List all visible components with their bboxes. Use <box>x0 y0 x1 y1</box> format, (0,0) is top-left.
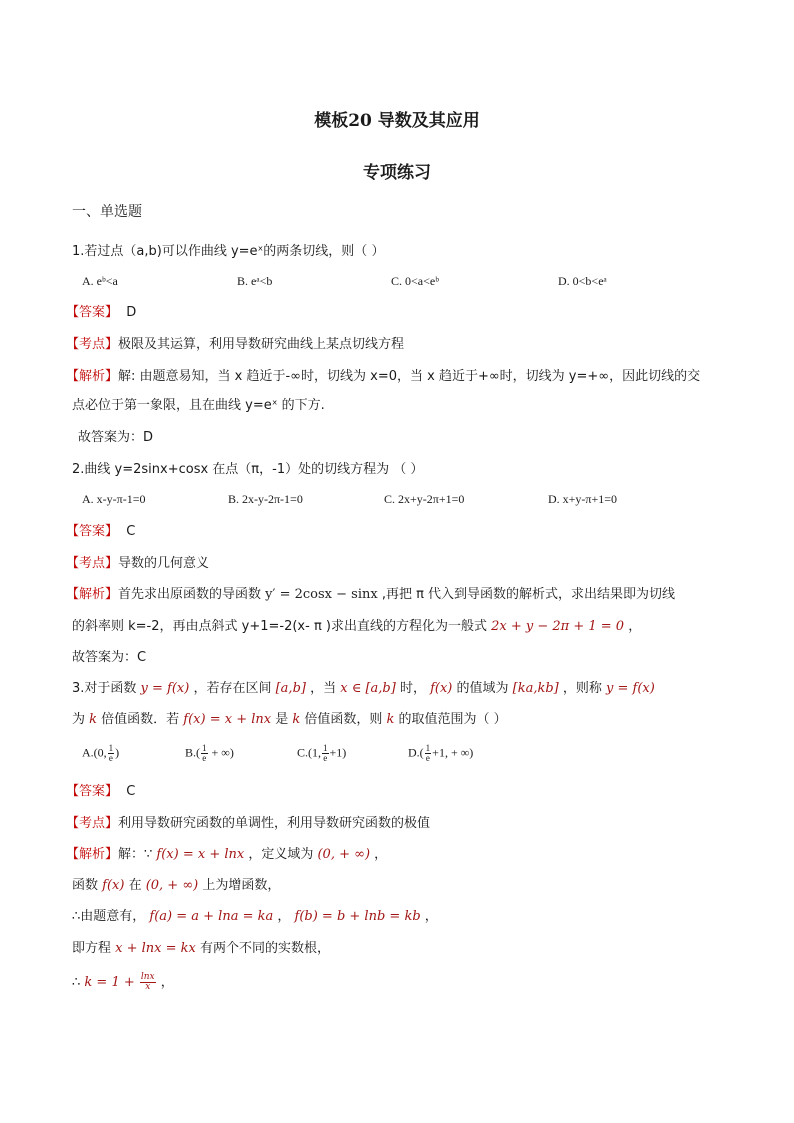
q3-math: k <box>292 712 301 727</box>
q1-option-b: B. eᵃ<b <box>237 274 273 288</box>
q3-math: k <box>386 712 395 727</box>
frac-num: 1 <box>108 743 114 753</box>
q2-conclusion: 故答案为：C <box>72 650 147 665</box>
q1-option-d: D. 0<b<eᵃ <box>558 274 607 288</box>
q3-text: 倍值函数，则 <box>300 712 387 727</box>
q2-line-equation: 2x + y − 2π + 1 = 0 <box>491 619 625 634</box>
q3-stem-line-2 <box>72 711 507 729</box>
analysis-tag: 【解析】 <box>66 847 119 862</box>
q3-text: 在 <box>124 878 146 893</box>
frac-num: lnx <box>140 972 155 982</box>
q3-point <box>66 815 430 833</box>
q3-option-b <box>185 744 234 763</box>
q3-option-d <box>408 744 473 763</box>
answer-tag: 【答案】 <box>66 305 119 320</box>
q3-analysis-line-3 <box>72 908 438 926</box>
opt-pre: A.(0, <box>82 745 107 760</box>
opt-pre: D.( <box>408 745 424 760</box>
q3-text: ，当 <box>305 681 341 696</box>
analysis-tag: 【解析】 <box>66 587 119 602</box>
opt-pre: C.(1, <box>297 745 321 760</box>
q2-option-c: C. 2x+y-2π+1=0 <box>384 492 465 506</box>
q3-text: ，定义域为 <box>244 847 318 862</box>
frac-den: e <box>425 753 430 763</box>
page-title: 模板20 导数及其应用 <box>314 111 480 131</box>
q3-stem-line-1 <box>72 680 655 698</box>
opt-post: ) <box>115 745 120 760</box>
q3-math: [ka,kb] <box>512 681 559 696</box>
q2-analysis-line-1 <box>66 586 675 604</box>
q2-derivative-formula: y′ = 2cosx − sinx <box>265 587 378 602</box>
q3-math: f(b) = b + lnb = kb <box>294 909 421 924</box>
q3-text: ， <box>370 847 388 862</box>
q2-analysis-text-b: ,再把 π 代入到导函数的解析式，求出结果即为切线 <box>377 587 676 602</box>
q3-text: ， <box>273 909 295 924</box>
q1-stem: 1.若过点（a,b)可以作曲线 y=eˣ的两条切线，则（ ） <box>72 244 385 259</box>
fraction <box>140 973 156 992</box>
analysis-tag: 【解析】 <box>66 369 119 384</box>
q3-math: y = f(x) <box>140 681 190 696</box>
q3-text: 上为增函数， <box>198 878 281 893</box>
q3-text: ，若存在区间 <box>189 681 276 696</box>
q3-text: 的取值范围为（ ） <box>394 712 507 727</box>
q3-text: ，则称 <box>558 681 607 696</box>
fraction <box>108 744 115 763</box>
opt-post: +1, + ∞) <box>432 745 474 760</box>
q2-option-d: D. x+y-π+1=0 <box>548 492 618 506</box>
q2-point <box>66 555 209 573</box>
q3-math: f(a) = a + lna = ka <box>149 909 274 924</box>
q1-option-a: A. eᵇ<a <box>82 274 118 288</box>
section-heading: 一、单选题 <box>72 204 142 220</box>
q3-math: x + lnx = kx <box>115 941 196 956</box>
q3-math: f(x) <box>430 681 453 696</box>
q1-conclusion: 故答案为：D <box>78 430 154 445</box>
q2-option-b: B. 2x-y-2π-1=0 <box>228 492 303 506</box>
q1-point-text: 极限及其运算，利用导数研究曲线上某点切线方程 <box>118 337 405 352</box>
frac-num: 1 <box>323 743 328 753</box>
q3-text: 有两个不同的实数根， <box>195 941 330 956</box>
answer-tag: 【答案】 <box>66 784 119 799</box>
q3-math: y = f(x) <box>606 681 655 696</box>
q3-answer <box>66 783 135 801</box>
q3-text: ， <box>420 909 438 924</box>
opt-pre: B.( <box>185 745 200 760</box>
q1-analysis-text-1: 解: 由题意易知，当 x 趋近于-∞时，切线为 x=0，当 x 趋近于+∞时，切线为 y=+∞，因此切线的交 <box>118 369 701 384</box>
q1-analysis-line-2: 点必位于第一象限，且在曲线 y=eˣ 的下方. <box>72 398 325 413</box>
q3-text: 的值域为 <box>452 681 513 696</box>
q1-analysis-line-1 <box>66 368 700 386</box>
q3-math: f(x) <box>102 878 125 893</box>
frac-num: 1 <box>425 743 431 753</box>
q3-option-c <box>297 744 346 763</box>
q2-analysis-text-2b: ， <box>624 619 642 634</box>
opt-post: + ∞) <box>208 745 234 760</box>
q2-analysis-text-a: 首先求出原函数的导函数 <box>118 587 266 602</box>
q3-math: x ∈ [a,b] <box>340 681 396 696</box>
opt-post: +1) <box>329 745 347 760</box>
q2-answer <box>66 523 135 541</box>
point-tag: 【考点】 <box>66 337 119 352</box>
q2-point-text: 导数的几何意义 <box>118 556 210 571</box>
frac-den: e <box>108 753 113 763</box>
frac-den: e <box>323 753 328 763</box>
q2-option-a: A. x-y-π-1=0 <box>82 492 146 506</box>
q3-analysis-line-2 <box>72 877 280 895</box>
q2-analysis-line-2 <box>72 618 641 636</box>
q3-text: 即方程 <box>72 941 116 956</box>
q3-option-a <box>82 744 119 763</box>
q3-math: (0, + ∞) <box>145 878 199 893</box>
q3-math: k <box>89 712 98 727</box>
fraction <box>322 744 329 763</box>
q3-analysis-line-1 <box>66 846 387 864</box>
q3-text: ， <box>156 975 174 990</box>
point-tag: 【考点】 <box>66 556 119 571</box>
fraction <box>425 744 432 763</box>
point-tag: 【考点】 <box>66 816 119 831</box>
q2-analysis-text-2a: 的斜率则 k=-2，再由点斜式 y+1=-2(x- π )求出直线的方程化为一般式 <box>72 619 492 634</box>
q3-math: k = 1 + <box>84 975 139 990</box>
q3-text: 3.对于函数 <box>72 681 141 696</box>
q2-answer-value: C <box>126 524 136 539</box>
q3-math: (0, + ∞) <box>317 847 371 862</box>
q3-math: f(x) = x + lnx <box>156 847 245 862</box>
q3-text: ∴由题意有， <box>72 909 150 924</box>
fraction <box>201 744 208 763</box>
q3-text: 倍值函数．若 <box>97 712 184 727</box>
q1-answer-value: D <box>126 305 137 320</box>
q1-answer <box>66 304 136 322</box>
q3-text: 时， <box>395 681 431 696</box>
q2-stem: 2.曲线 y=2sinx+cosx 在点（π，-1）处的切线方程为 （ ） <box>72 462 424 477</box>
q3-analysis-line-5 <box>72 973 174 992</box>
page-subtitle: 专项练习 <box>363 163 431 183</box>
q3-text: ∴ <box>72 975 85 990</box>
q3-text: 函数 <box>72 878 103 893</box>
q3-analysis-line-4 <box>72 940 330 958</box>
frac-den: x <box>145 982 151 992</box>
q3-text: 是 <box>271 712 293 727</box>
frac-den: e <box>202 753 207 763</box>
q3-math: f(x) = x + lnx <box>183 712 272 727</box>
q1-point <box>66 336 404 354</box>
answer-tag: 【答案】 <box>66 524 119 539</box>
frac-num: 1 <box>202 743 207 753</box>
q3-point-text: 利用导数研究函数的单调性，利用导数研究函数的极值 <box>118 816 431 831</box>
q1-option-c: C. 0<a<eᵇ <box>391 274 439 288</box>
q3-answer-value: C <box>126 784 136 799</box>
q3-math: [a,b] <box>275 681 306 696</box>
q3-text: 解：∵ <box>118 847 157 862</box>
q3-text: 为 <box>72 712 90 727</box>
